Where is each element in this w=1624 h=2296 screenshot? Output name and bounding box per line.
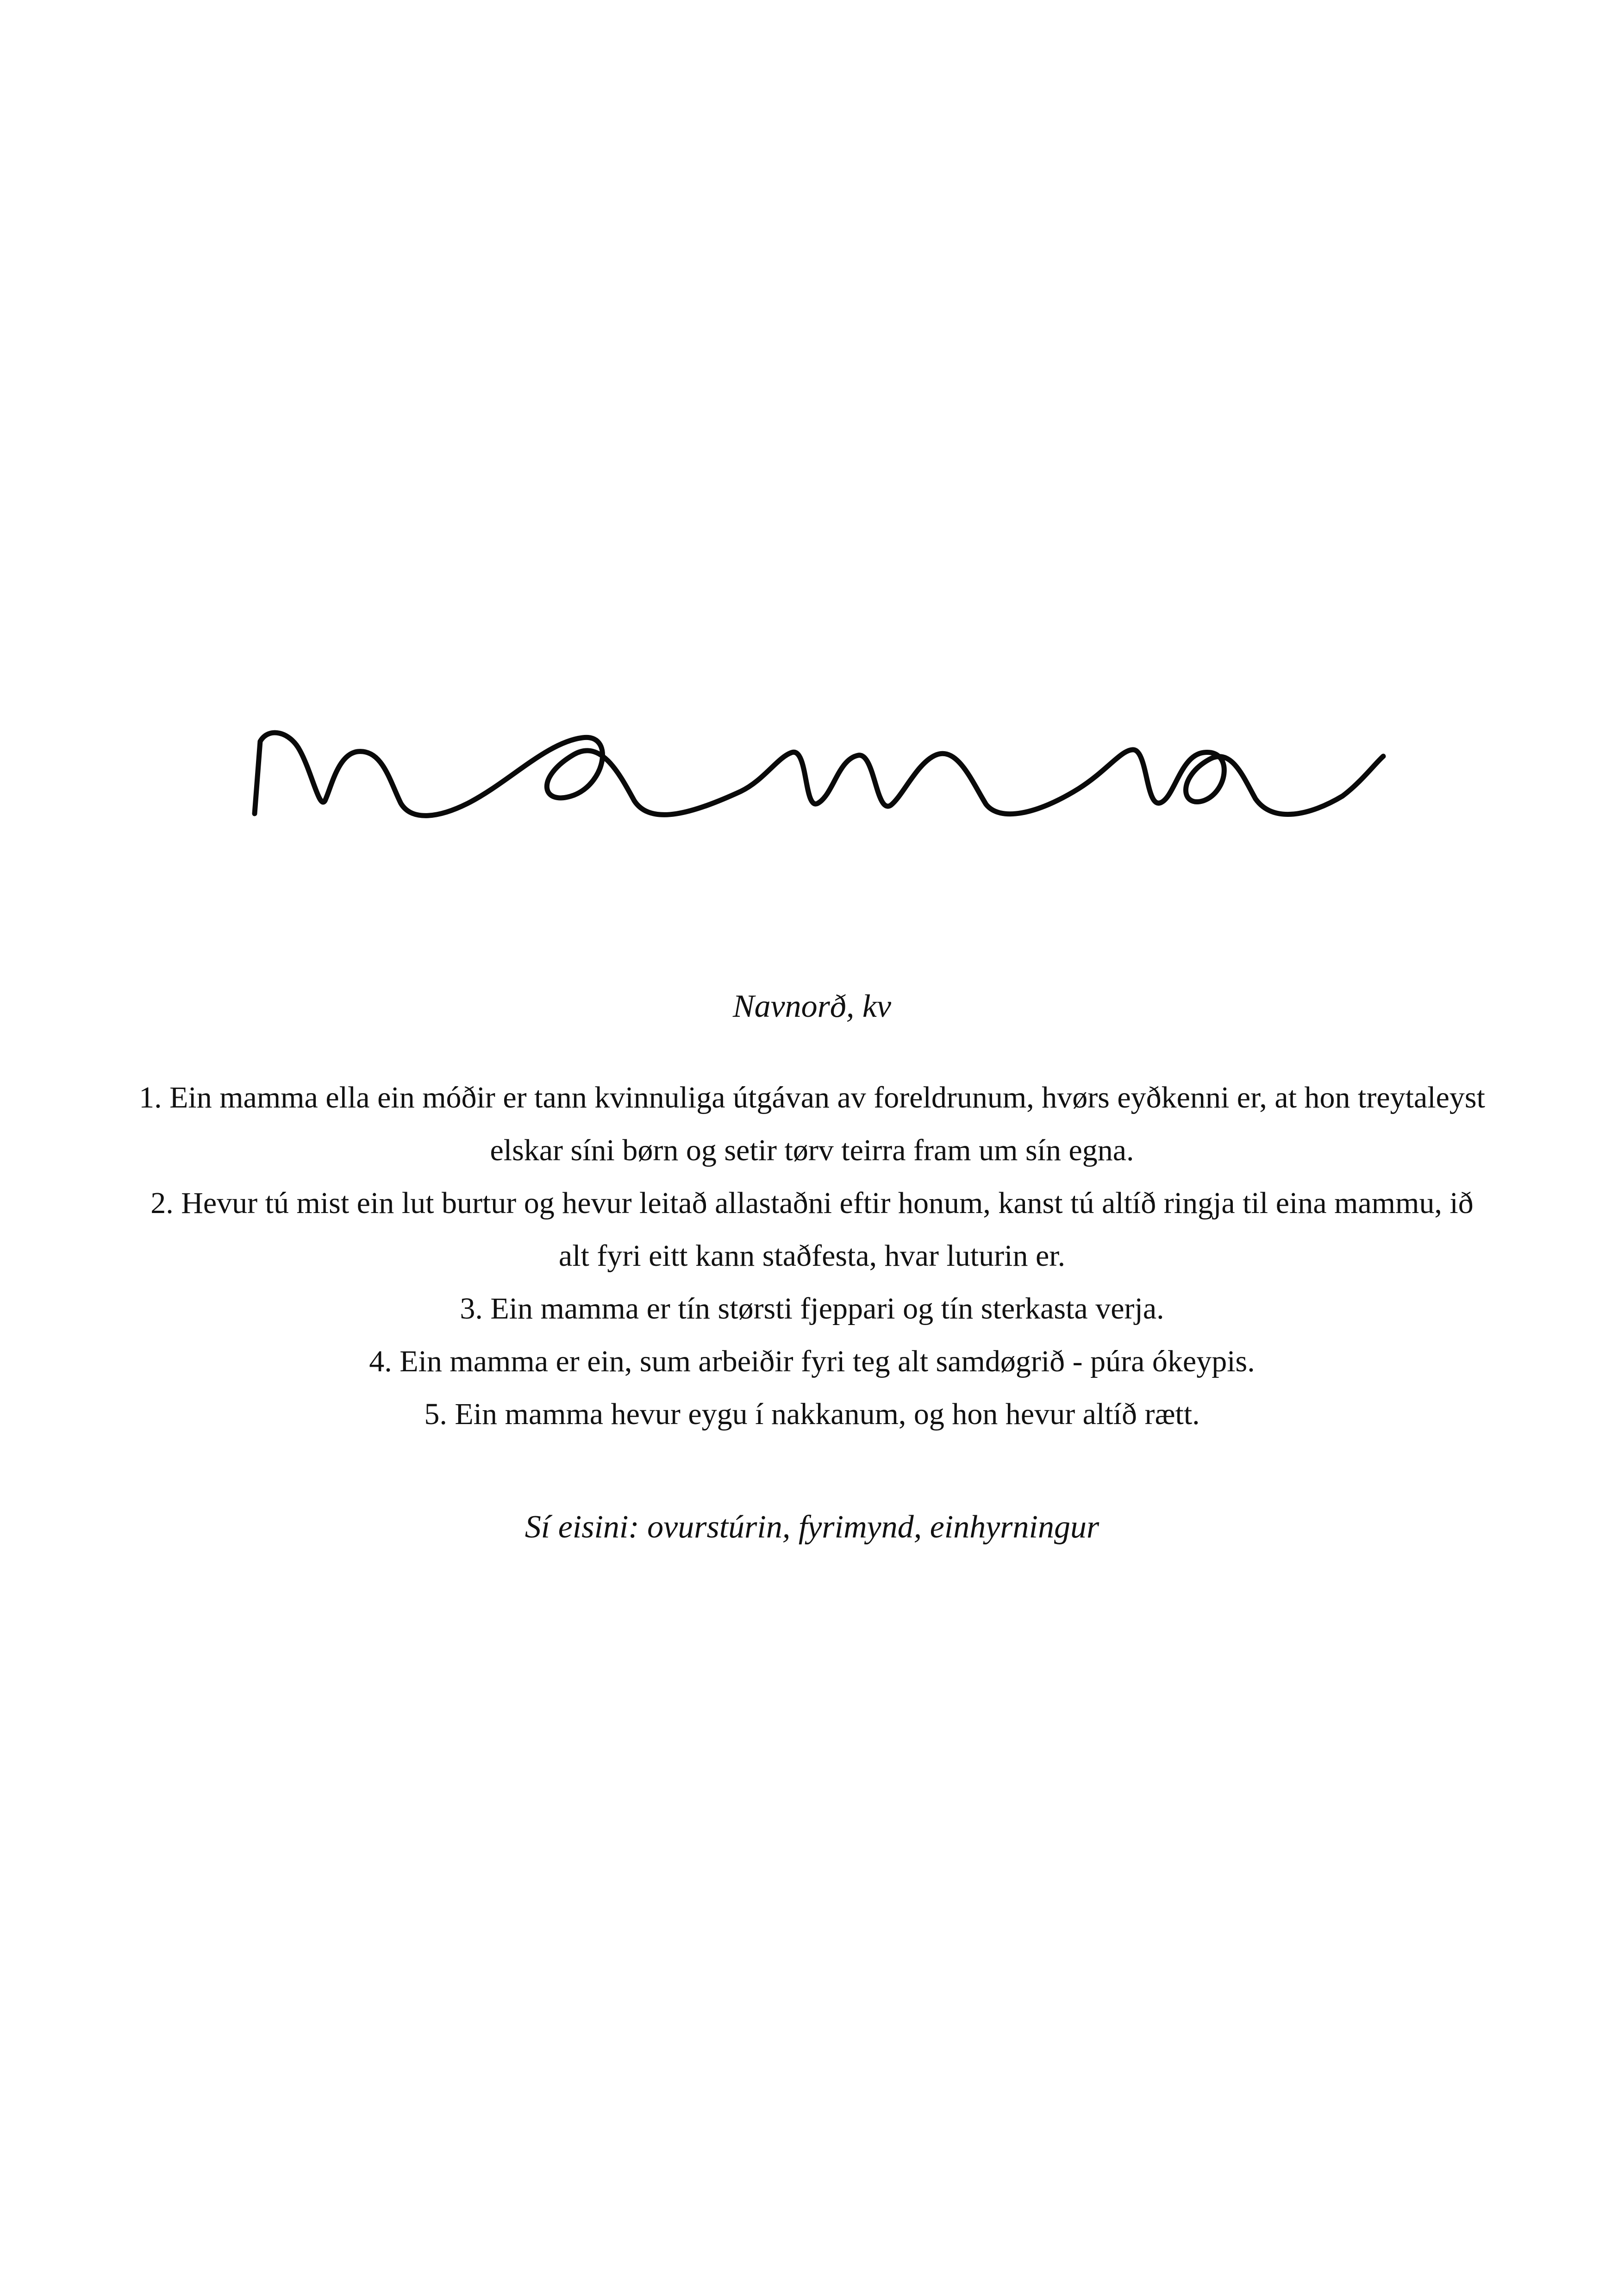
definition-item: 5. Ein mamma hevur eygu í nakkanum, og hon hevur altíð rætt. [424,1397,1200,1431]
handwritten-title [250,713,1389,824]
definition-item: 1. Ein mamma ella ein móðir er tann kvinnuliga útgávan av foreldrunum, hvørs eyðkenni er, at hon treytaleyst elskar síni børn og setir tørv teirra fram um sín egna. [139,1081,1485,1167]
definition-list [139,1071,1485,1441]
definition-item: 2. Hevur tú mist ein lut burtur og hevur leitað allastaðni eftir honum, kanst tú altíð ringja til eina mammu, ið alt fyri eitt kann staðfesta, hvar luturin er. [150,1186,1474,1273]
see-also-line: Sí eisini: ovurstúrin, fyrimynd, einhyrningur [525,1509,1099,1545]
definition-item: 4. Ein mamma er ein, sum arbeiðir fyri teg alt samdøgrið - púra ókeypis. [369,1344,1255,1378]
handwritten-title-drawing [250,713,1389,824]
handwritten-title-stroke [255,733,1383,815]
definition-item: 3. Ein mamma er tín størsti fjeppari og tín sterkasta verja. [460,1292,1164,1325]
word-class: Navnorð, kv [732,989,892,1024]
